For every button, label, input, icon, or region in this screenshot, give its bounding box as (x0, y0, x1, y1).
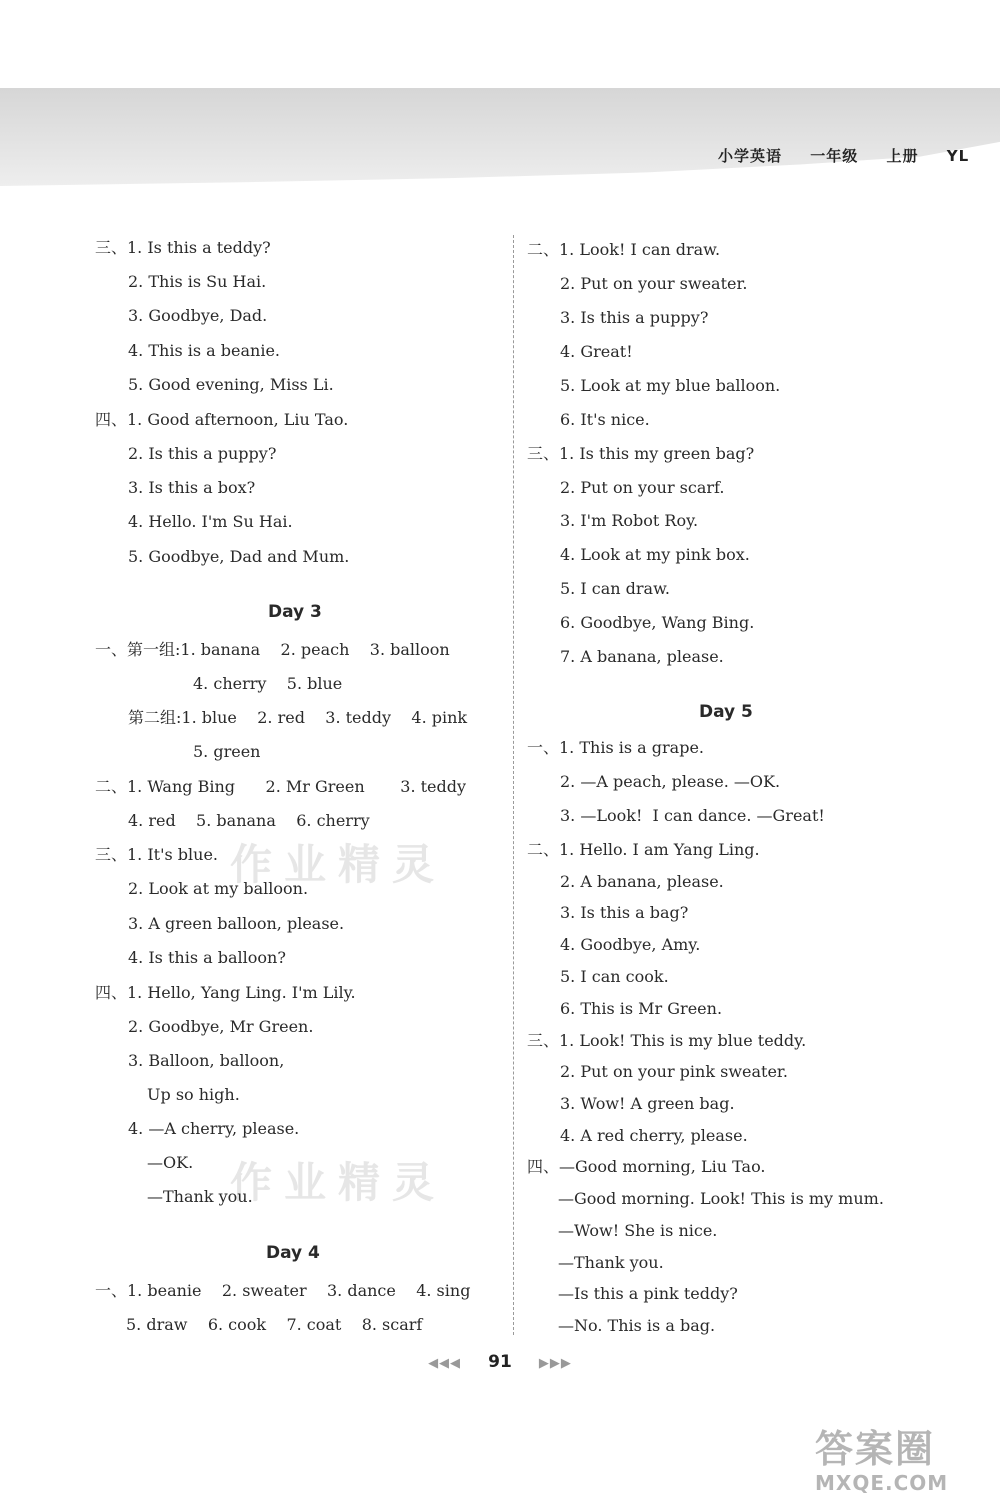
answer-line: —Good morning. Look! This is my mum. (558, 1189, 884, 1208)
answer-line: 5. Look at my blue balloon. (560, 376, 781, 395)
answer-line: 4. Is this a balloon? (128, 948, 286, 967)
answer-line: 2. —A peach, please. —OK. (560, 772, 781, 791)
answer-line: 三、1. Look! This is my blue teddy. (527, 1031, 807, 1050)
column-divider (513, 235, 515, 1335)
answer-line: 2. This is Su Hai. (128, 272, 267, 291)
answer-line: —Thank you. (147, 1187, 253, 1206)
header-band (0, 88, 1000, 186)
answer-line: 三、1. Is this my green bag? (527, 444, 755, 463)
answer-line: 4. Great! (560, 342, 633, 361)
answer-line: 3. A green balloon, please. (128, 914, 345, 933)
site-logo (815, 1418, 948, 1495)
answer-line: 一、1. beanie 2. sweater 3. dance 4. sing (95, 1281, 471, 1300)
answer-line: 4. red 5. banana 6. cherry (128, 811, 370, 830)
answer-line: 一、第一组:1. banana 2. peach 3. balloon (95, 640, 450, 659)
answer-line: 3. Is this a box? (128, 478, 256, 497)
watermark-text: 作业精灵 (230, 1158, 447, 1207)
answer-line: 2. Look at my balloon. (128, 879, 309, 898)
day-heading: Day 3 (268, 602, 322, 622)
answer-line: 2. Put on your sweater. (560, 274, 748, 293)
watermark-text: 作业精灵 (230, 840, 447, 889)
answer-line: 4. Goodbye, Amy. (560, 935, 701, 954)
answer-line: 四、1. Hello, Yang Ling. I'm Lily. (95, 983, 356, 1002)
subject-label: 小学英语 (718, 147, 783, 165)
page-footer (0, 1352, 1000, 1372)
answer-line: 7. A banana, please. (560, 647, 724, 666)
answer-line: 3. I'm Robot Roy. (560, 511, 699, 530)
answer-line: 三、1. Is this a teddy? (95, 238, 271, 257)
answer-line: —OK. (147, 1153, 194, 1172)
book-info (718, 145, 991, 166)
logo-title: 答案圈 (815, 1427, 936, 1471)
answer-line: 6. This is Mr Green. (560, 999, 723, 1018)
day-heading: Day 4 (266, 1243, 320, 1263)
volume-label: 上册 (886, 147, 919, 165)
answer-line: 4. A red cherry, please. (560, 1126, 748, 1145)
answer-line: —Thank you. (558, 1253, 664, 1272)
answer-line: 4. Hello. I'm Su Hai. (128, 512, 293, 531)
grade-label: 一年级 (810, 147, 859, 165)
edition-label: YL (946, 147, 970, 165)
next-arrows-icon: ▶▶▶ (538, 1356, 572, 1371)
answer-line: 4. —A cherry, please. (128, 1119, 300, 1138)
answer-line: 5. Goodbye, Dad and Mum. (128, 547, 350, 566)
answer-line: 5. Good evening, Miss Li. (128, 375, 334, 394)
day-heading: Day 5 (699, 702, 753, 722)
answer-line: 5. I can cook. (560, 967, 669, 986)
answer-line: 第二组:1. blue 2. red 3. teddy 4. pink (128, 708, 468, 727)
answer-line: 2. Put on your pink sweater. (560, 1062, 788, 1081)
answer-line: 5. green (193, 742, 261, 761)
prev-arrows-icon: ◀◀◀ (428, 1356, 462, 1371)
answer-line: 三、1. It's blue. (95, 845, 219, 864)
answer-line: Up so high. (147, 1085, 240, 1104)
page-number: 91 (488, 1352, 512, 1372)
answer-line: 一、1. This is a grape. (527, 738, 705, 757)
answer-line: 3. Balloon, balloon, (128, 1051, 285, 1070)
answer-line: 2. Put on your scarf. (560, 478, 725, 497)
answer-line: 6. Goodbye, Wang Bing. (560, 613, 755, 632)
answer-line: 3. Is this a puppy? (560, 308, 709, 327)
answer-line: —Wow! She is nice. (558, 1221, 718, 1240)
answer-line: 二、1. Look! I can draw. (527, 240, 721, 259)
answer-line: 3. —Look! I can dance. —Great! (560, 806, 825, 825)
answer-line: 2. Goodbye, Mr Green. (128, 1017, 314, 1036)
answer-line: 4. This is a beanie. (128, 341, 281, 360)
answer-line: 5. draw 6. cook 7. coat 8. scarf (126, 1315, 423, 1334)
answer-line: 4. cherry 5. blue (193, 674, 343, 693)
answer-line: 四、1. Good afternoon, Liu Tao. (95, 410, 349, 429)
logo-url: MXQE.COM (815, 1471, 949, 1495)
answer-line: 3. Wow! A green bag. (560, 1094, 735, 1113)
answer-line: 4. Look at my pink box. (560, 545, 750, 564)
answer-line: —Is this a pink teddy? (558, 1284, 738, 1303)
answer-line: 四、—Good morning, Liu Tao. (527, 1157, 766, 1176)
answer-line: 二、1. Hello. I am Yang Ling. (527, 840, 760, 859)
answer-line: 5. I can draw. (560, 579, 670, 598)
answer-line: 2. A banana, please. (560, 872, 724, 891)
answer-line: 6. It's nice. (560, 410, 650, 429)
answer-line: 2. Is this a puppy? (128, 444, 277, 463)
answer-line: 3. Goodbye, Dad. (128, 306, 268, 325)
answer-line: —No. This is a bag. (558, 1316, 716, 1335)
answer-line: 3. Is this a bag? (560, 903, 689, 922)
answer-line: 二、1. Wang Bing 2. Mr Green 3. teddy (95, 777, 467, 796)
